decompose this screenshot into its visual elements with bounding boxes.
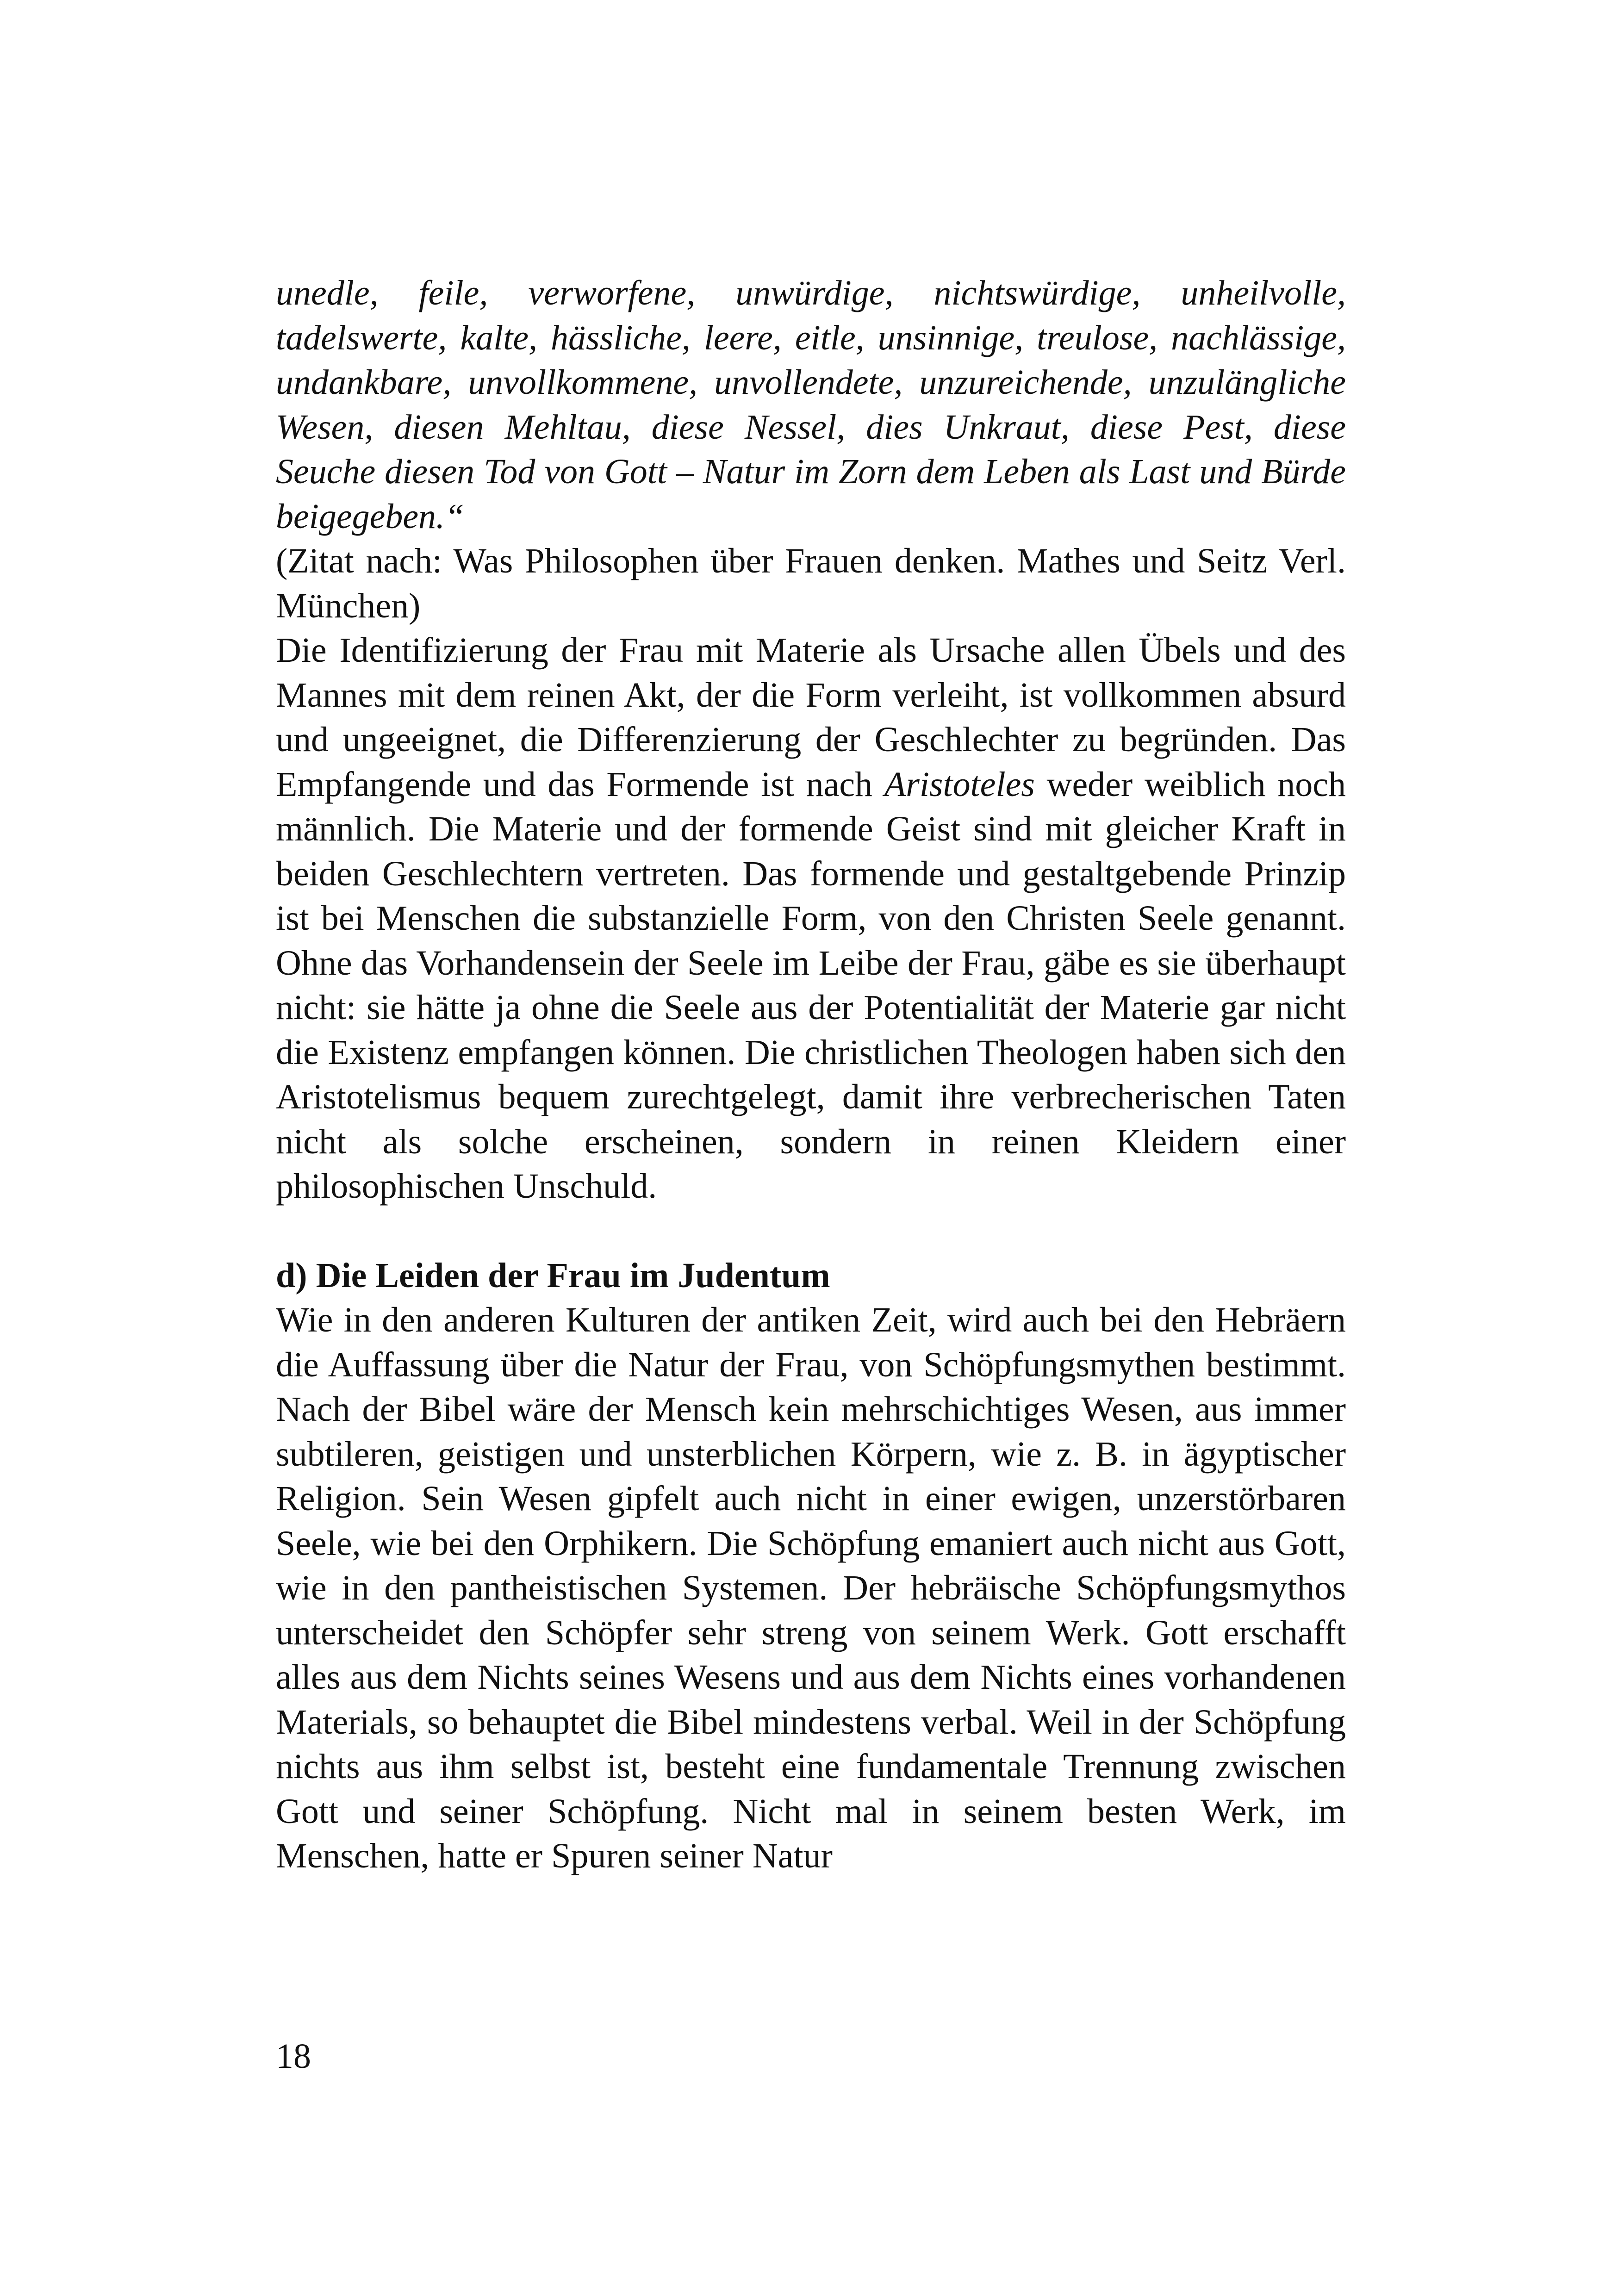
section-spacer: [276, 1209, 1346, 1253]
section-heading: d) Die Leiden der Frau im Judentum: [276, 1256, 830, 1295]
citation: (Zitat nach: Was Philosophen über Frauen denken. Mathes und Seitz Verl. München): [276, 541, 1346, 625]
paragraph-aristotle: [276, 628, 1346, 1209]
aristotle-name: Aristoteles: [884, 765, 1035, 804]
quote-text: unedle, feile, verworfene, unwürdige, nichtswürdige, unheilvolle, tadelswerte, kalte, hässliche, leere, eitle, unsinnige, treulose, nachlässige, undankbare, unvollkommene, unvollendete, unzureichende, unzulängliche Wesen, diesen Mehltau, diese Nessel, dies Unkraut, diese Pest, diese Seuche diesen Tod von Gott – Natur im Zorn dem Leben als Last und Bürde beigegeben.“: [276, 274, 1346, 536]
paragraph-judaism: Wie in den anderen Kulturen der antiken Zeit, wird auch bei den Hebräern die Auffassung über die Natur der Frau, von Schöpfungsmythen bestimmt. Nach der Bibel wäre der Mensch kein mehrschichtiges Wesen, aus immer subtileren, geistigen und unsterblichen Körpern, wie z. B. in ägyptischer Religion. Sein Wesen gipfelt auch nicht in einer ewigen, unzerstörbaren Seele, wie bei den Orphikern. Die Schöpfung emaniert auch nicht aus Gott, wie in den pantheistischen Systemen. Der hebräische Schöpfungsmythos unterscheidet den Schöpfer sehr streng von seinem Werk. Gott erschafft alles aus dem Nichts seines Wesens und aus dem Nichts eines vorhandenen Materials, so behauptet die Bibel mindestens verbal. Weil in der Schöpfung nichts aus ihm selbst ist, besteht eine fundamentale Trennung zwischen Gott und seiner Schöpfung. Nicht mal in seinem besten Werk, im Menschen, hatte er Spuren seiner Natur: [276, 1300, 1346, 1875]
page-body: [276, 271, 1346, 1879]
paragraph-aristotle-part2: weder weiblich noch männlich. Die Materie und der formende Geist sind mit gleicher Kraft in beiden Geschlechtern vertreten. Das formende und gestaltgebende Prinzip ist bei Menschen die substanzielle Form, von den Christen Seele genannt. Ohne das Vorhandensein der Seele im Leibe der Frau, gäbe es sie überhaupt nicht: sie hätte ja ohne die Seele aus der Potentialität der Materie gar nicht die Existenz empfangen können. Die christlichen Theologen haben sich den Aristotelismus bequem zurechtgelegt, damit ihre verbrecherischen Taten nicht als solche erscheinen, sondern in reinen Kleidern einer philosophischen Unschuld.: [276, 765, 1346, 1206]
page-number: 18: [276, 2037, 311, 2076]
paragraph-aristotle-part1: Die Identifizierung der Frau mit Materie als Ursache allen Übels und des Mannes mit dem reinen Akt, der die Form verleiht, ist vollkommen absurd und ungeeignet, die Differenzierung der Geschlechter zu begründen. Das Empfangende und das Formende ist nach: [276, 631, 1346, 804]
